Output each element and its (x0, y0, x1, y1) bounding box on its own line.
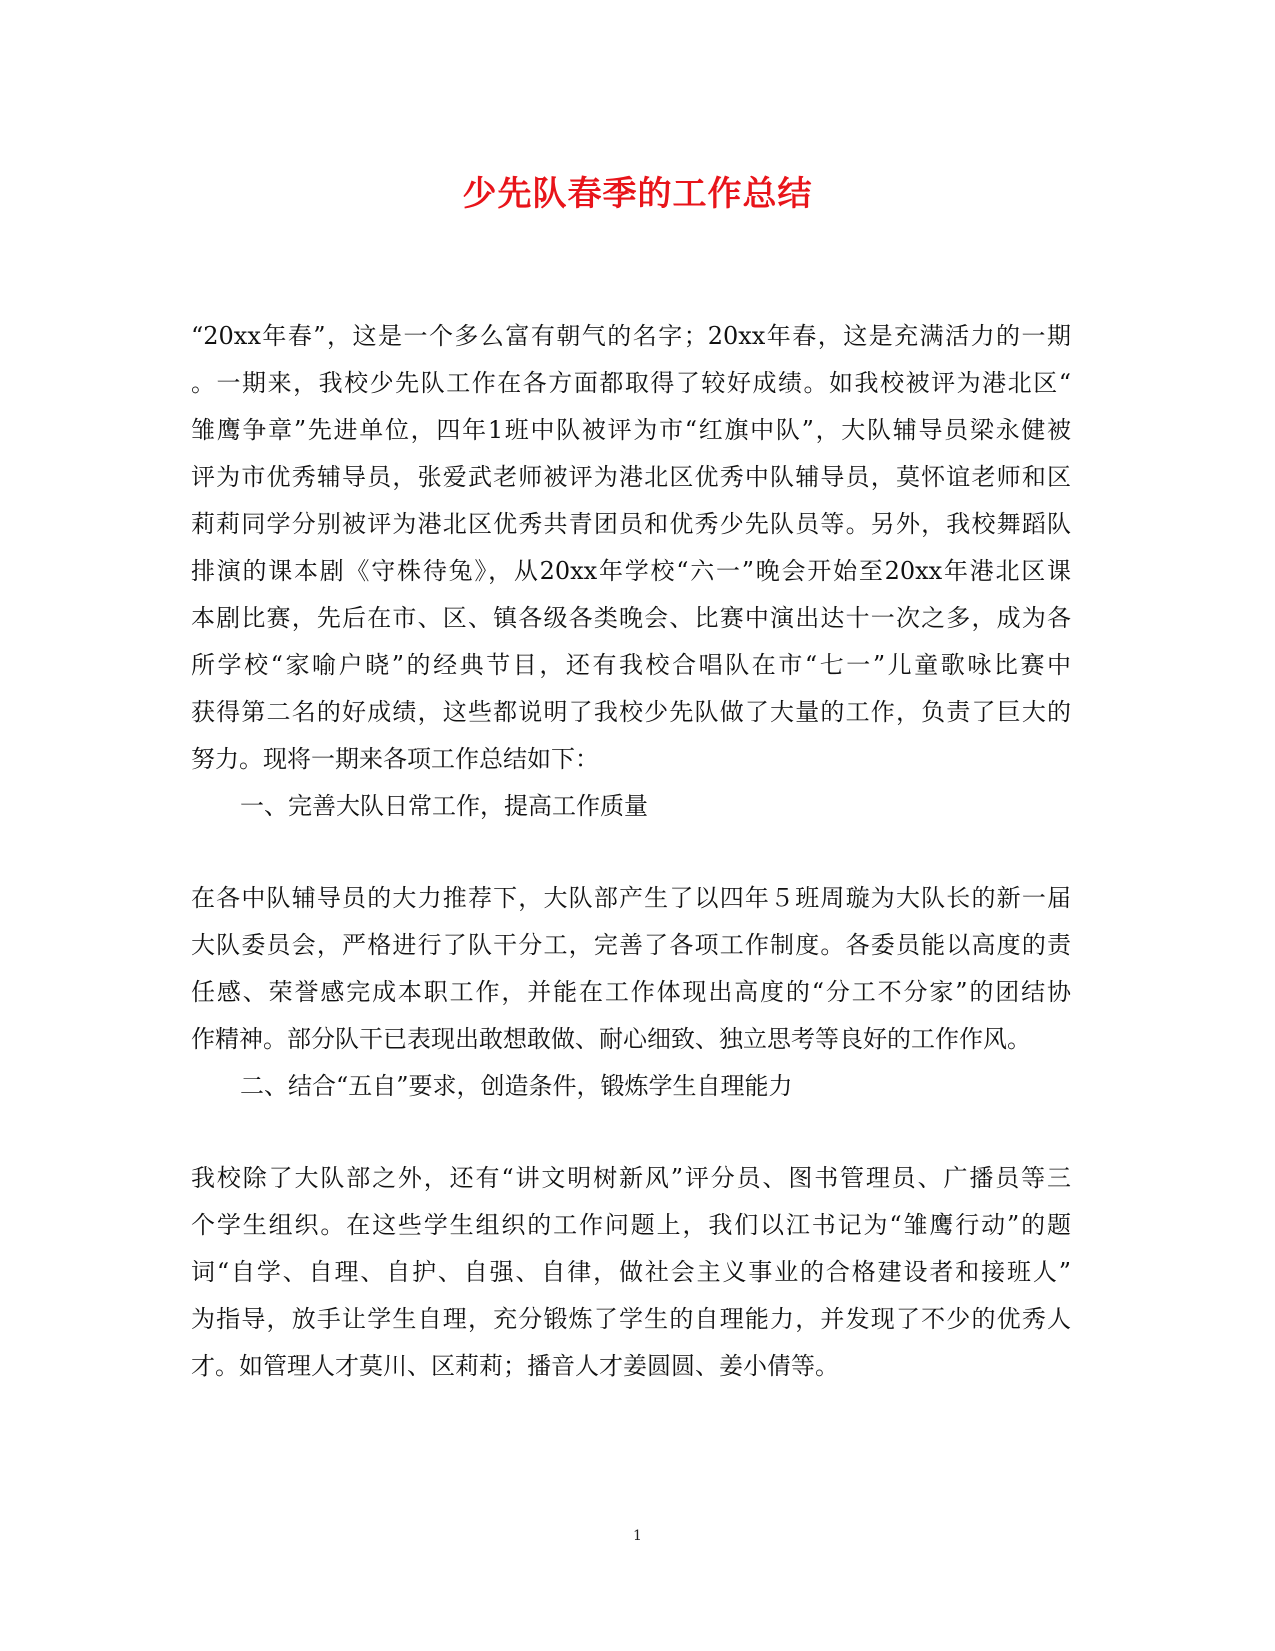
paragraph-line: 莉莉同学分别被评为港北区优秀共青团员和优秀少先队员等。另外，我校舞蹈队 (191, 510, 1071, 538)
paragraph-line: 才。如管理人才莫川、区莉莉；播音人才姜圆圆、姜小倩等。 (191, 1352, 839, 1380)
section-heading: 二、结合“五自”要求，创造条件，锻炼学生自理能力 (240, 1072, 793, 1100)
paragraph-line: 获得第二名的好成绩，这些都说明了我校少先队做了大量的工作，负责了巨大的 (191, 698, 1071, 726)
paragraph-line: 词“自学、自理、自护、自强、自律，做社会主义事业的合格建设者和接班人” (191, 1258, 1071, 1286)
paragraph-line: 为指导，放手让学生自理，充分锻炼了学生的自理能力，并发现了不少的优秀人 (191, 1305, 1071, 1333)
paragraph-line: 雏鹰争章”先进单位，四年1班中队被评为市“红旗中队”，大队辅导员梁永健被 (191, 416, 1071, 444)
paragraph-line: 作精神。部分队干已表现出敢想敢做、耐心细致、独立思考等良好的工作作风。 (191, 1025, 1031, 1053)
document-title: 少先队春季的工作总结 (462, 174, 813, 214)
page-number: 1 (633, 1528, 642, 1544)
section-heading: 一、完善大队日常工作，提高工作质量 (240, 792, 648, 820)
paragraph-line: 任感、荣誉感完成本职工作，并能在工作体现出高度的“分工不分家”的团结协 (191, 978, 1071, 1006)
paragraph-line: 我校除了大队部之外，还有“讲文明树新风”评分员、图书管理员、广播员等三 (191, 1164, 1071, 1192)
paragraph-line: 所学校“家喻户晓”的经典节目，还有我校合唱队在市“七一”儿童歌咏比赛中 (191, 651, 1071, 679)
paragraph-line: 本剧比赛，先后在市、区、镇各级各类晚会、比赛中演出达十一次之多，成为各 (191, 604, 1071, 632)
paragraph-line: 在各中队辅导员的大力推荐下，大队部产生了以四年５班周璇为大队长的新一届 (191, 884, 1071, 912)
paragraph-line: 排演的课本剧《守株待兔》，从20xx年学校“六一”晚会开始至20xx年港北区课 (191, 557, 1071, 585)
paragraph-line: “20xx年春”，这是一个多么富有朝气的名字；20xx年春，这是充满活力的一期 (191, 322, 1071, 350)
paragraph-line: 。一期来，我校少先队工作在各方面都取得了较好成绩。如我校被评为港北区“ (191, 369, 1071, 397)
paragraph-line: 评为市优秀辅导员，张爱武老师被评为港北区优秀中队辅导员，莫怀谊老师和区 (191, 463, 1071, 491)
paragraph-line: 大队委员会，严格进行了队干分工，完善了各项工作制度。各委员能以高度的责 (191, 931, 1071, 959)
paragraph-line: 努力。现将一期来各项工作总结如下： (191, 745, 599, 773)
paragraph-line: 个学生组织。在这些学生组织的工作问题上，我们以江书记为“雏鹰行动”的题 (191, 1211, 1071, 1239)
